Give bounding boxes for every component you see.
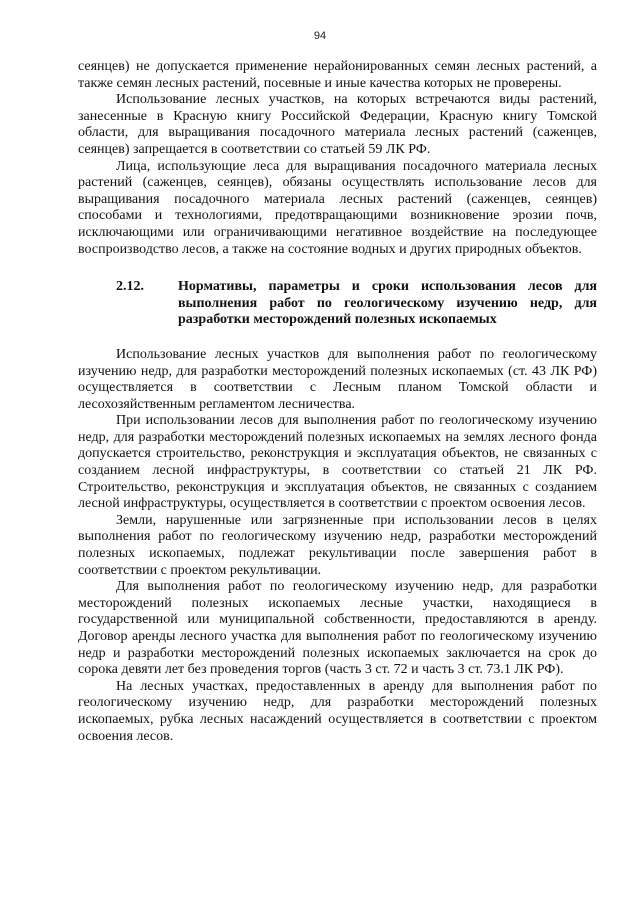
paragraph: На лесных участках, предоставленных в аренду для выполнения работ по геологическому изучению недр, для разработки месторождений полезных ископаемых, рубка лесных насаждений осуществляется в соответствии с проектом освоения лесов. xyxy=(78,678,597,744)
section-heading xyxy=(78,279,597,329)
paragraph: Использование лесных участков для выполнения работ по геологическому изучению недр, для разработки месторождений полезных ископаемых (ст. 43 ЛК РФ) осуществляется в соответствии с Лесным планом Томской области и лесохозяйственным регламентом лесничества. xyxy=(78,346,597,412)
document-body xyxy=(78,59,597,745)
paragraph: При использовании лесов для выполнения работ по геологическому изучению недр, для разработки месторождений полезных ископаемых на землях лесного фонда допускается строительство, реконструкция и эксплуатация объектов, не связанных с созданием лесной инфраструктуры, в соответствии со статьей 21 ЛК РФ. Строительство, реконструкция и эксплуатация объектов, не связанных с созданием лесной инфраструктуры, осуществляется в соответствии с проектом освоения лесов. xyxy=(78,413,597,512)
paragraph: сеянцев) не допускается применение нерайонированных семян лесных растений, а также семян лесных растений, посевные и иные качества которых не проверены. xyxy=(78,59,597,91)
section-title: Нормативы, параметры и сроки использования лесов для выполнения работ по геологическому изучению недр, для разработки месторождений полезных ископаемых xyxy=(178,279,597,328)
paragraph: Лица, использующие леса для выращивания посадочного материала лесных растений (саженцев, сеянцев), обязаны осуществлять использование лесов для выращивания посадочного материала лесных растений (саженцев, сеянцев) способами и технологиями, предотвращающими возникновение эрозии почв, исключающими или ограничивающими негативное воздействие на последующее воспроизводство лесов, а также на состояние водных и других природных объектов. xyxy=(78,158,597,257)
paragraph: Использование лесных участков, на которых встречаются виды растений, занесенные в Красную книгу Российской Федерации, Красную книгу Томской области, для выращивания посадочного материала лесных растений (саженцев, сеянцев) запрещается в соответствии со статьей 59 ЛК РФ. xyxy=(78,92,597,157)
paragraph: Земли, нарушенные или загрязненные при использовании лесов в целях выполнения работ по геологическому изучению недр, разработки месторождений полезных ископаемых, подлежат рекультивации после завершения работ в соответствии с проектом рекультивации. xyxy=(78,512,597,578)
paragraph: Для выполнения работ по геологическому изучению недр, для разработки месторождений полезных ископаемых лесные участки, находящиеся в государственной или муниципальной собственности, предоставляются в аренду. Договор аренды лесного участка для выполнения работ по геологическому изучению недр и разработки месторождений полезных ископаемых заключается на срок до сорока девяти лет без проведения торгов (часть 3 ст. 72 и часть 3 ст. 73.1 ЛК РФ). xyxy=(78,579,597,678)
section-number: 2.12. xyxy=(116,279,144,295)
page-number: 94 xyxy=(313,30,327,42)
